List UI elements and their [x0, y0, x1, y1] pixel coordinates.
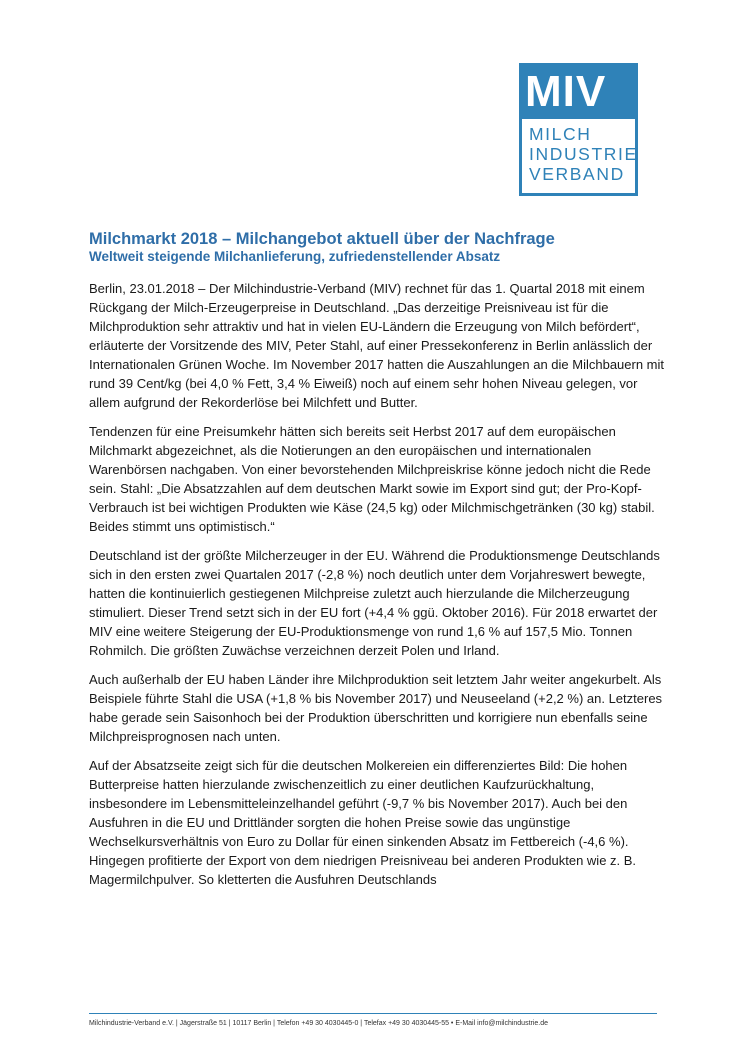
paragraph-2: Tendenzen für eine Preisumkehr hätten sich bereits seit Herbst 2017 auf dem europäischen Milchmarkt abgezeichnet, als die Notierungen an den europäischen und internationalen Warenbörsen nachgaben. Von einer bevorstehenden Milchpreiskrise könne jedoch nicht die Rede sein. Stahl: „Die Absatzzahlen auf dem deutschen Markt sowie im Export sind gut; der Pro-Kopf-Verbrauch ist bei wichtigen Produkten wie Käse (24,5 kg) oder Milchmischgetränken (30 kg) stabil. Beides stimmt uns optimistisch.“	[89, 424, 655, 534]
miv-logo	[519, 63, 638, 196]
footer-contact: Milchindustrie-Verband e.V. | Jägerstraße 51 | 10117 Berlin | Telefon +49 30 4030445-0 | Telefax +49 30 4030445-55 • E-Mail info@milchindustrie.de	[89, 1020, 549, 1027]
press-release-heading	[89, 229, 669, 265]
footer-divider	[89, 1013, 657, 1014]
paragraph-1: Berlin, 23.01.2018 – Der Milchindustrie-Verband (MIV) rechnet für das 1. Quartal 2018 mit einem Rückgang der Milch-Erzeugerpreise in Deutschland. „Das derzeitige Preisniveau ist für die Milchproduktion sehr attraktiv und hat in vielen EU-Ländern die Erzeugung von Milch befördert“, erläuterte der Vorsitzende des MIV, Peter Stahl, auf einer Pressekonferenz in Berlin anlässlich der Internationalen Grünen Woche. Im November 2017 hatten die Auszahlungen an die Milchbauern mit rund 39 Cent/kg (bei 4,0 % Fett, 3,4 % Eiweiß) noch auf einem sehr hohen Niveau gelegen, vor allem aufgrund der Rekorderlöse bei Milchfett und Butter.	[89, 281, 665, 410]
press-release-body	[89, 279, 669, 899]
logo-line-verband: VERBAND	[529, 164, 625, 184]
logo-line-industrie: INDUSTRIE	[529, 144, 638, 164]
logo-abbreviation: MIV	[519, 63, 638, 119]
logo-line-milch: MILCH	[529, 124, 592, 144]
page-subtitle: Weltweit steigende Milchanlieferung, zufriedenstellender Absatz	[89, 249, 501, 264]
logo-wordmark	[519, 119, 638, 196]
paragraph-4: Auch außerhalb der EU haben Länder ihre Milchproduktion seit letztem Jahr weiter angekurbelt. Als Beispiele führte Stahl die USA (+1,8 % bis November 2017) und Neuseeland (+2,2 %) an. Letzteres habe gerade sein Saisonhoch bei der Produktion überschritten und korrigiere nun ebenfalls seine Milchpreisprognosen nach unten.	[89, 672, 663, 744]
paragraph-3: Deutschland ist der größte Milcherzeuger in der EU. Während die Produktionsmenge Deutschlands sich in den ersten zwei Quartalen 2017 (-2,8 %) noch deutlich unter dem Vorjahreswert bewegte, hatten die kontinuierlich gestiegenen Milchpreise zuletzt auch hierzulande die Milcherzeugung stimuliert. Dieser Trend setzt sich in der EU fort (+4,4 % ggü. Oktober 2016). Für 2018 erwartet der MIV eine weitere Steigerung der EU-Produktionsmenge von rund 1,6 % auf 157,5 Mio. Tonnen Rohmilch. Die größten Zuwächse verzeichnen derzeit Polen und Irland.	[89, 548, 660, 658]
paragraph-5: Auf der Absatzseite zeigt sich für die deutschen Molkereien ein differenziertes Bild: Die hohen Butterpreise hatten hierzulande zwischenzeitlich zu einer deutlichen Kaufzurückhaltung, insbesondere im Lebensmitteleinzelhandel geführt (-9,7 % bis November 2017). Auch bei den Ausfuhren in die EU und Drittländer sorgten die hohen Preise sowie das ungünstige Wechselkursverhältnis von Euro zu Dollar für einen sinkenden Absatz im Fettbereich (-4,6 %). Hingegen profitierte der Export von dem niedrigen Preisniveau bei anderen Produkten wie z. B. Magermilchpulver. So kletterten die Ausfuhren Deutschlands	[89, 758, 637, 887]
page-title: Milchmarkt 2018 – Milchangebot aktuell über der Nachfrage	[89, 230, 555, 248]
